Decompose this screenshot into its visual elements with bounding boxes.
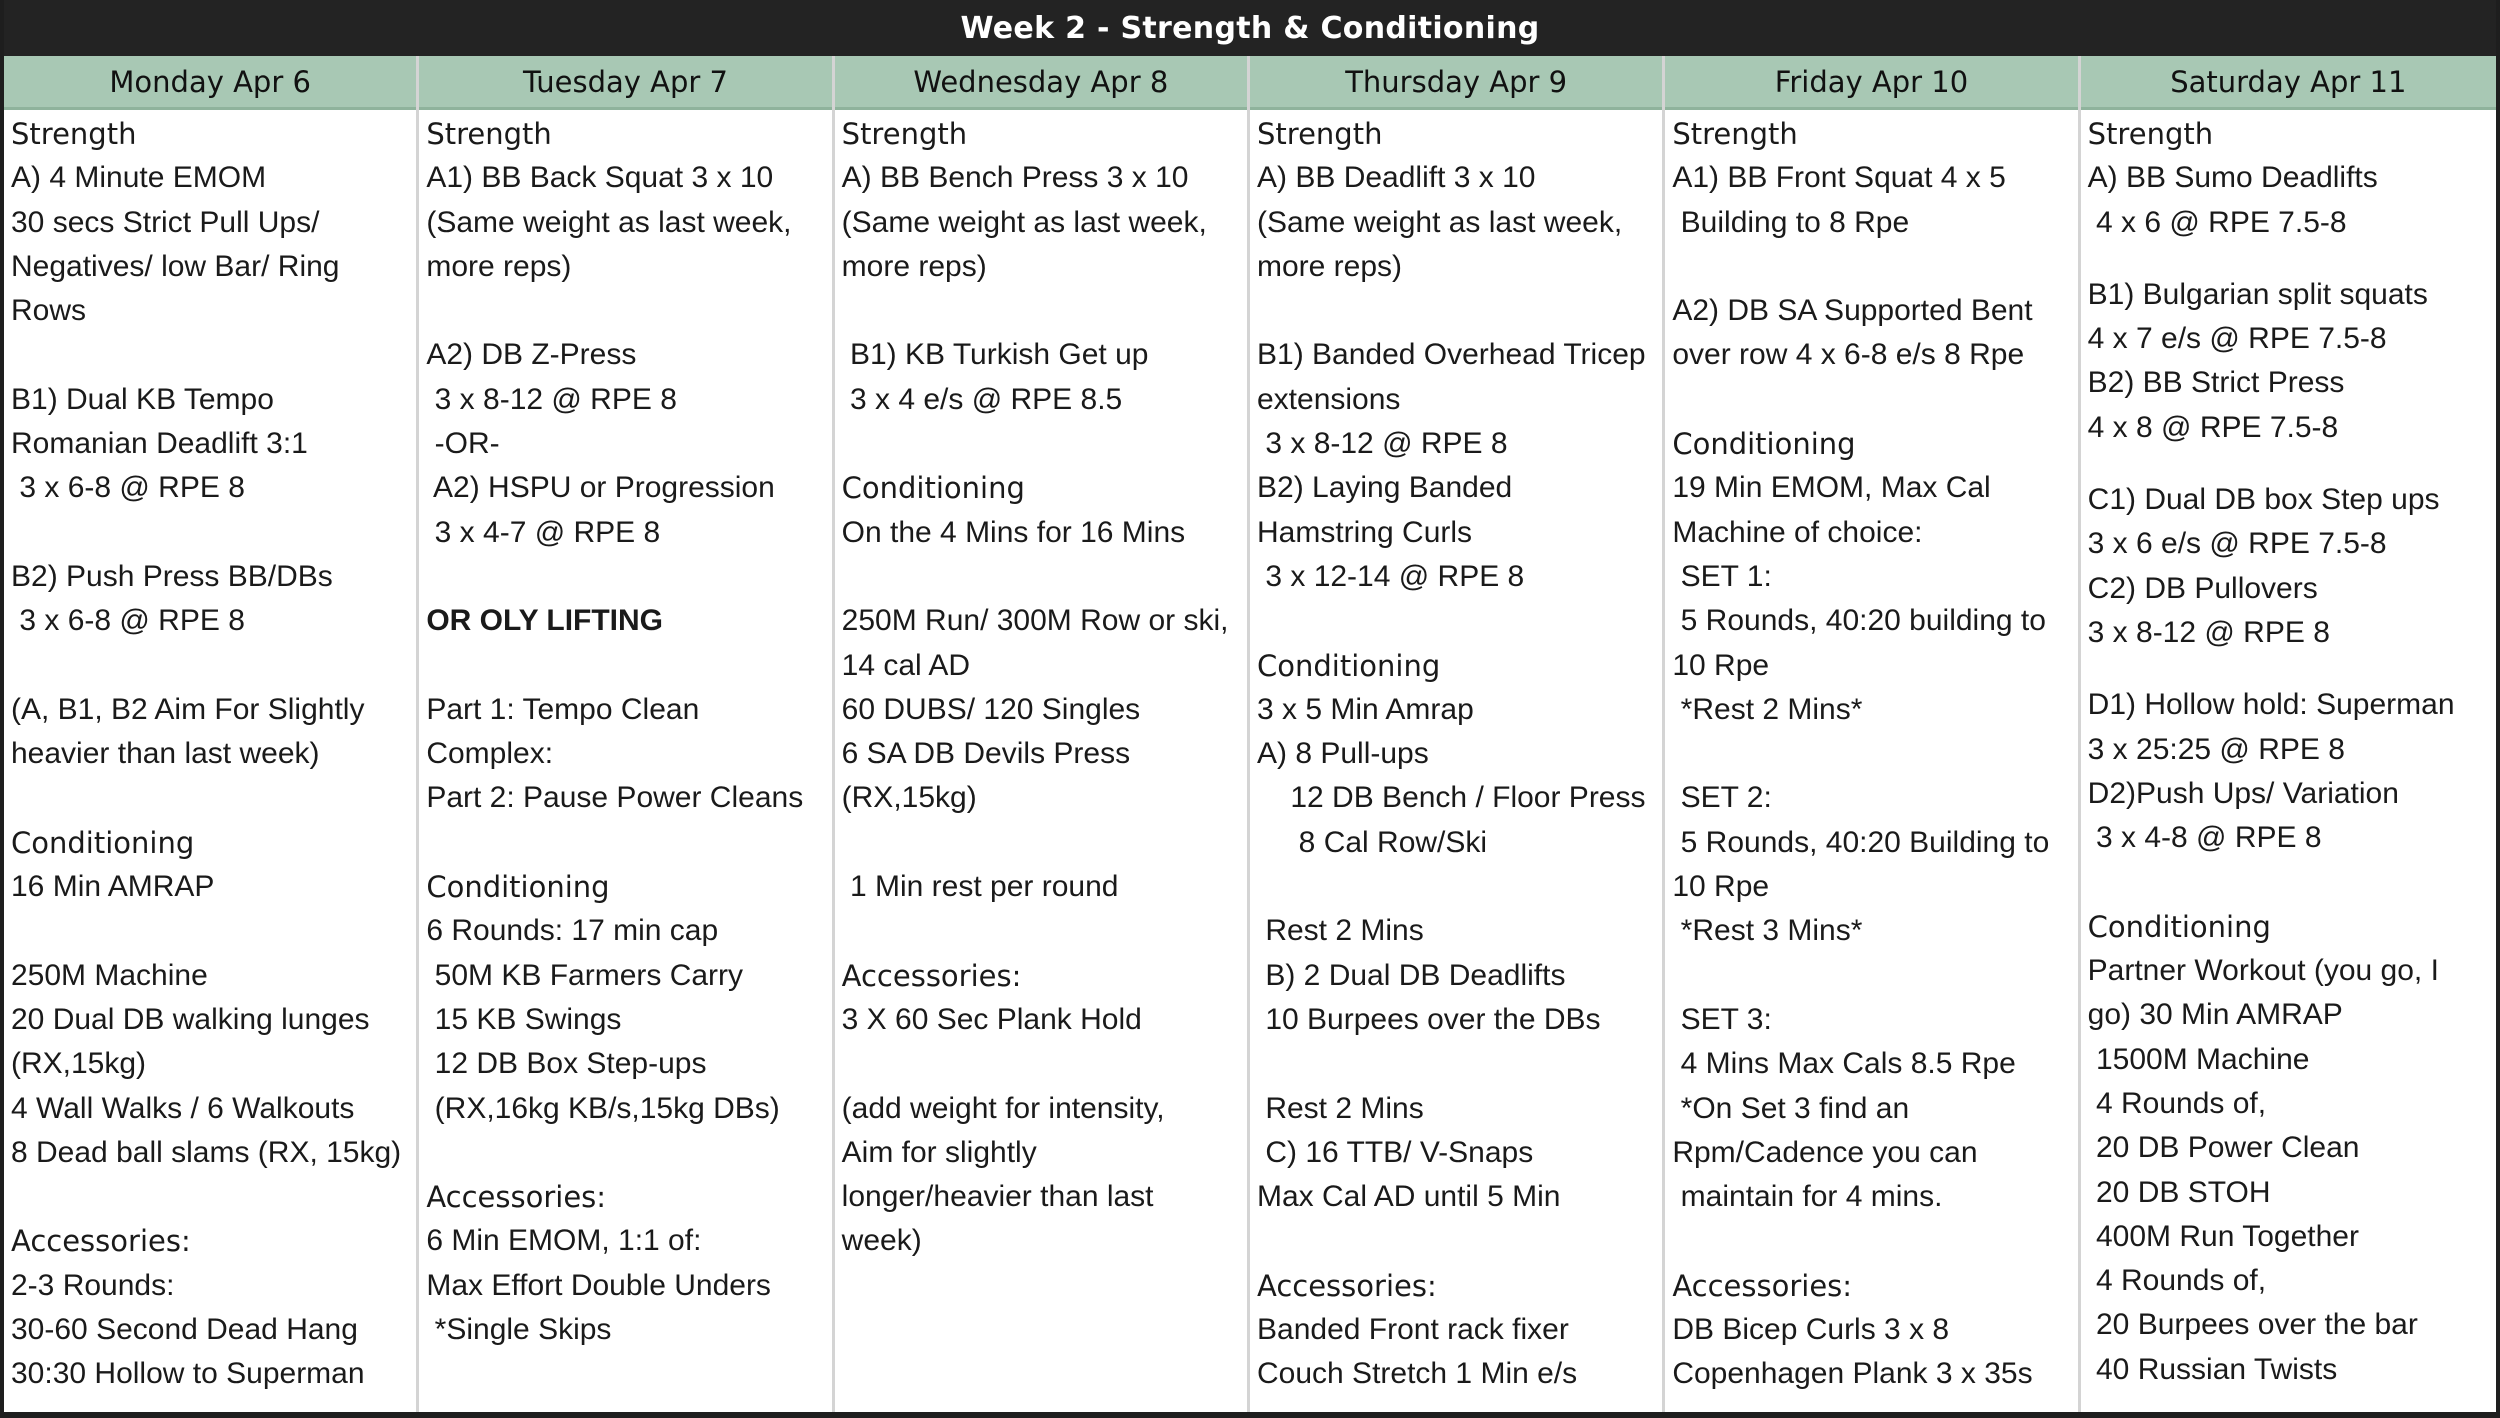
blank-line: [842, 909, 1241, 953]
section-heading: Accessories:: [1672, 1268, 1853, 1303]
section-heading: Accessories:: [1257, 1268, 1437, 1303]
blank-line: [1257, 1219, 1656, 1263]
workout-line: Couch Stretch 1 Min e/s: [1257, 1357, 1578, 1391]
day-column: [4, 56, 419, 1414]
workout-line: 3 x 25:25 @ RPE 8: [2087, 732, 2345, 766]
workout-line: Rest 2 Mins: [1257, 1091, 1424, 1125]
workout-line: 10 Rpe: [1672, 648, 1770, 682]
workout-line: 4 Wall Walks / 6 Walkouts: [11, 1091, 355, 1125]
workout-line: Machine of choice:: [1672, 515, 1923, 549]
workout-line: A1) BB Back Squat 3 x 10: [426, 161, 774, 195]
workout-line: 3 x 4 e/s @ RPE 8.5: [841, 382, 1123, 416]
workout-line: Negatives/ low Bar/ Ring: [11, 249, 340, 283]
workout-line: 15 KB Swings: [426, 1002, 622, 1036]
sheet-title[interactable]: Week 2 - Strength & Conditioning: [4, 0, 2496, 56]
workout-line: 3 x 12-14 @ RPE 8: [1257, 559, 1525, 593]
blank-line: [11, 1175, 410, 1219]
workout-line: 12 DB Bench / Floor Press: [1257, 781, 1646, 815]
workout-line: 20 DB Power Clean: [2087, 1131, 2360, 1165]
workout-line: 250M Machine: [11, 958, 208, 992]
workout-line: (A, B1, B2 Aim For Slightly: [11, 692, 365, 726]
workout-line: B2) Push Press BB/DBs: [11, 559, 333, 593]
section-heading: Accessories:: [841, 958, 1022, 993]
workout-line: extensions: [1257, 382, 1401, 416]
workout-line: Romanian Deadlift 3:1: [11, 427, 308, 461]
blank-line: [426, 555, 825, 599]
day-cell[interactable]: [419, 110, 831, 1352]
workout-line: 40 Russian Twists: [2087, 1352, 2338, 1386]
bottom-border: [0, 1412, 2500, 1418]
workout-line: Part 2: Pause Power Cleans: [426, 781, 804, 815]
workout-line: 20 DB STOH: [2087, 1175, 2271, 1209]
week-grid: [4, 56, 2496, 1414]
workout-line: 8 Dead ball slams (RX, 15kg): [11, 1135, 402, 1169]
workout-line: A) BB Deadlift 3 x 10: [1257, 161, 1536, 195]
workout-line: 10 Burpees over the DBs: [1257, 1002, 1601, 1036]
workout-line: On the 4 Mins for 16 Mins: [841, 515, 1186, 549]
workout-line: 4 Mins Max Cals 8.5 Rpe: [1672, 1047, 2016, 1081]
blank-line: [11, 333, 410, 377]
workout-line: SET 2:: [1672, 781, 1772, 815]
workout-line: D2)Push Ups/ Variation: [2087, 776, 2399, 810]
workout-line: 6 Rounds: 17 min cap: [426, 914, 719, 948]
workout-line: Complex:: [426, 737, 554, 771]
blank-line: [2088, 245, 2490, 273]
workout-line: 2-3 Rounds:: [11, 1268, 175, 1302]
workout-line: C1) Dual DB box Step ups: [2087, 483, 2440, 517]
workout-line: A) BB Sumo Deadlifts: [2087, 161, 2378, 195]
workout-line: week): [841, 1224, 922, 1258]
section-heading: Strength: [1257, 117, 1383, 151]
day-column: [1665, 56, 2080, 1414]
workout-line: 4 Rounds of,: [2087, 1086, 2267, 1120]
workout-line: Part 1: Tempo Clean: [426, 692, 700, 726]
workout-line: 5 Rounds, 40:20 Building to: [1672, 825, 2050, 859]
workout-line: Aim for slightly: [841, 1135, 1037, 1169]
day-cell[interactable]: [1665, 110, 2077, 1397]
workout-line: 30:30 Hollow to Superman: [11, 1357, 365, 1391]
workout-line: SET 3:: [1672, 1002, 1772, 1036]
workout-line: *Rest 3 Mins*: [1672, 914, 1863, 948]
day-header[interactable]: Saturday Apr 11: [2081, 56, 2496, 110]
section-heading: Conditioning: [426, 870, 610, 905]
section-heading: Strength: [841, 117, 968, 151]
workout-line: 3 x 4-8 @ RPE 8: [2087, 821, 2322, 855]
workout-line: B) 2 Dual DB Deadlifts: [1257, 958, 1566, 992]
workout-line: 30 secs Strict Pull Ups/: [11, 205, 320, 239]
section-heading: Strength: [1672, 117, 1798, 151]
workout-line: Rest 2 Mins: [1257, 914, 1424, 948]
day-header[interactable]: Monday Apr 6: [4, 56, 416, 110]
workout-line: 6 SA DB Devils Press: [841, 737, 1131, 771]
blank-line: [842, 289, 1241, 333]
workout-line: longer/heavier than last: [841, 1180, 1154, 1214]
blank-line: [11, 644, 410, 688]
section-heading: Strength: [426, 117, 552, 151]
blank-line: [1672, 378, 2071, 422]
workout-line: 3 x 8-12 @ RPE 8: [2087, 615, 2330, 649]
workout-line: C2) DB Pullovers: [2087, 571, 2318, 605]
workout-line: 1 Min rest per round: [841, 870, 1119, 904]
workout-line: A2) DB SA Supported Bent: [1672, 294, 2033, 328]
workout-line: Rows: [11, 294, 87, 328]
workout-line: 3 x 6-8 @ RPE 8: [11, 471, 245, 505]
workout-line: B1) Banded Overhead Tricep: [1257, 338, 1646, 372]
day-column: [2081, 56, 2496, 1414]
blank-line: [1257, 599, 1656, 643]
workout-line: 10 Rpe: [1672, 870, 1770, 904]
blank-line: [1672, 732, 2071, 776]
workout-line: A1) BB Front Squat 4 x 5: [1672, 161, 2006, 195]
workout-line: 3 X 60 Sec Plank Hold: [841, 1002, 1142, 1036]
workout-line: 4 Rounds of,: [2087, 1264, 2267, 1298]
workout-line: 20 Burpees over the bar: [2087, 1308, 2418, 1342]
workout-line: 3 x 6-8 @ RPE 8: [11, 604, 245, 638]
workout-line: B1) KB Turkish Get up: [841, 338, 1149, 372]
workout-line: 50M KB Farmers Carry: [426, 958, 744, 992]
workout-line: 3 x 4-7 @ RPE 8: [426, 515, 661, 549]
workout-line: (RX,15kg): [11, 1047, 147, 1081]
workout-line: 400M Run Together: [2087, 1219, 2359, 1253]
workout-line: 20 Dual DB walking lunges: [11, 1002, 370, 1036]
blank-line: [2088, 860, 2490, 904]
section-heading: Conditioning: [841, 471, 1025, 506]
workout-line: (Same weight as last week,: [426, 205, 792, 239]
blank-line: [426, 289, 825, 333]
blank-line: [2088, 450, 2490, 478]
workout-line: Max Cal AD until 5 Min: [1257, 1180, 1561, 1214]
workout-line: (RX,16kg KB/s,15kg DBs): [426, 1091, 780, 1125]
blank-line: [1672, 1219, 2071, 1263]
blank-line: [11, 511, 410, 555]
workout-line: B2) BB Strict Press: [2087, 366, 2345, 400]
workout-line: 3 x 5 Min Amrap: [1257, 692, 1474, 726]
workout-line: go) 30 Min AMRAP: [2087, 998, 2343, 1032]
workout-line: 16 Min AMRAP: [11, 870, 215, 904]
workout-line: 4 x 8 @ RPE 7.5-8: [2087, 410, 2339, 444]
workout-line: (Same weight as last week,: [1257, 205, 1623, 239]
blank-line: [842, 422, 1241, 466]
workout-line: (RX,15kg): [841, 781, 977, 815]
blank-line: [11, 776, 410, 820]
workout-line: A) BB Bench Press 3 x 10: [841, 161, 1189, 195]
workout-line: more reps): [426, 249, 572, 283]
workout-line: B2) Laying Banded: [1257, 471, 1513, 505]
blank-line: [426, 821, 825, 865]
workout-line: Copenhagen Plank 3 x 35s: [1672, 1357, 2033, 1391]
workout-line: 12 DB Box Step-ups: [426, 1047, 707, 1081]
workout-line: A2) DB Z-Press: [426, 338, 637, 372]
workout-line: SET 1:: [1672, 559, 1772, 593]
workout-line: -OR-: [426, 427, 500, 461]
bold-note: OR OLY LIFTING: [426, 604, 664, 638]
blank-line: [1257, 865, 1656, 909]
day-header[interactable]: Wednesday Apr 8: [835, 56, 1247, 110]
workout-line: heavier than last week): [11, 737, 320, 771]
workout-line: 6 Min EMOM, 1:1 of:: [426, 1224, 702, 1258]
workout-line: 60 DUBS/ 120 Singles: [841, 692, 1141, 726]
workout-line: D1) Hollow hold: Superman: [2087, 688, 2455, 722]
day-header[interactable]: Tuesday Apr 7: [419, 56, 831, 110]
day-cell[interactable]: [835, 110, 1247, 1264]
workout-line: Partner Workout (you go, I: [2087, 954, 2439, 988]
workout-line: 3 x 8-12 @ RPE 8: [426, 382, 677, 416]
workout-line: Max Effort Double Unders: [426, 1268, 771, 1302]
workout-line: Banded Front rack fixer: [1257, 1313, 1569, 1347]
workout-line: more reps): [1257, 249, 1403, 283]
workout-line: 3 x 6 e/s @ RPE 7.5-8: [2087, 527, 2387, 561]
workout-line: B1) Bulgarian split squats: [2087, 277, 2428, 311]
blank-line: [426, 1131, 825, 1175]
day-cell[interactable]: [2081, 110, 2496, 1392]
day-cell[interactable]: [1250, 110, 1662, 1397]
workout-line: Hamstring Curls: [1257, 515, 1473, 549]
blank-line: [842, 821, 1241, 865]
workout-line: 4 x 6 @ RPE 7.5-8: [2087, 205, 2347, 239]
workout-line: A2) HSPU or Progression: [426, 471, 775, 505]
blank-line: [1257, 289, 1656, 333]
day-column: [419, 56, 834, 1414]
blank-line: [426, 644, 825, 688]
workout-line: 3 x 8-12 @ RPE 8: [1257, 427, 1508, 461]
day-column: [1250, 56, 1665, 1414]
workout-line: Building to 8 Rpe: [1672, 205, 1910, 239]
day-column: [835, 56, 1250, 1414]
workout-line: 19 Min EMOM, Max Cal: [1672, 471, 1991, 505]
workout-line: C) 16 TTB/ V-Snaps: [1257, 1135, 1534, 1169]
workout-line: (add weight for intensity,: [841, 1091, 1165, 1125]
workout-line: (Same weight as last week,: [841, 205, 1207, 239]
blank-line: [842, 1042, 1241, 1086]
workout-line: 30-60 Second Dead Hang: [11, 1313, 358, 1347]
blank-line: [1257, 1042, 1656, 1086]
workout-line: 1500M Machine: [2087, 1042, 2310, 1076]
blank-line: [2088, 655, 2490, 683]
workout-line: 14 cal AD: [841, 648, 971, 682]
workout-line: 4 x 7 e/s @ RPE 7.5-8: [2087, 322, 2387, 356]
day-header[interactable]: Thursday Apr 9: [1250, 56, 1662, 110]
section-heading: Strength: [11, 117, 137, 151]
section-heading: Strength: [2087, 117, 2214, 151]
workout-line: maintain for 4 mins.: [1672, 1180, 1943, 1214]
blank-line: [1672, 245, 2071, 289]
workout-line: A) 4 Minute EMOM: [11, 161, 267, 195]
workout-line: B1) Dual KB Tempo: [11, 382, 274, 416]
workout-line: 5 Rounds, 40:20 building to: [1672, 604, 2046, 638]
section-heading: Accessories:: [426, 1180, 607, 1215]
workout-line: 250M Run/ 300M Row or ski,: [841, 604, 1229, 638]
blank-line: [11, 909, 410, 953]
section-heading: Conditioning: [1672, 427, 1856, 462]
section-heading: Accessories:: [11, 1224, 191, 1259]
workout-line: *Single Skips: [426, 1313, 612, 1347]
section-heading: Conditioning: [2087, 909, 2271, 944]
workout-line: A) 8 Pull-ups: [1257, 737, 1429, 771]
workout-line: *On Set 3 find an: [1672, 1091, 1910, 1125]
blank-line: [842, 555, 1241, 599]
workout-line: Rpm/Cadence you can: [1672, 1135, 1978, 1169]
day-header[interactable]: Friday Apr 10: [1665, 56, 2077, 110]
workout-line: more reps): [841, 249, 987, 283]
blank-line: [1672, 954, 2071, 998]
workout-line: *Rest 2 Mins*: [1672, 692, 1863, 726]
section-heading: Conditioning: [1257, 648, 1441, 683]
day-cell[interactable]: [4, 110, 416, 1397]
workout-line: DB Bicep Curls 3 x 8: [1672, 1313, 1950, 1347]
workout-line: over row 4 x 6-8 e/s 8 Rpe: [1672, 338, 2025, 372]
section-heading: Conditioning: [11, 825, 195, 860]
workout-line: 8 Cal Row/Ski: [1257, 825, 1488, 859]
